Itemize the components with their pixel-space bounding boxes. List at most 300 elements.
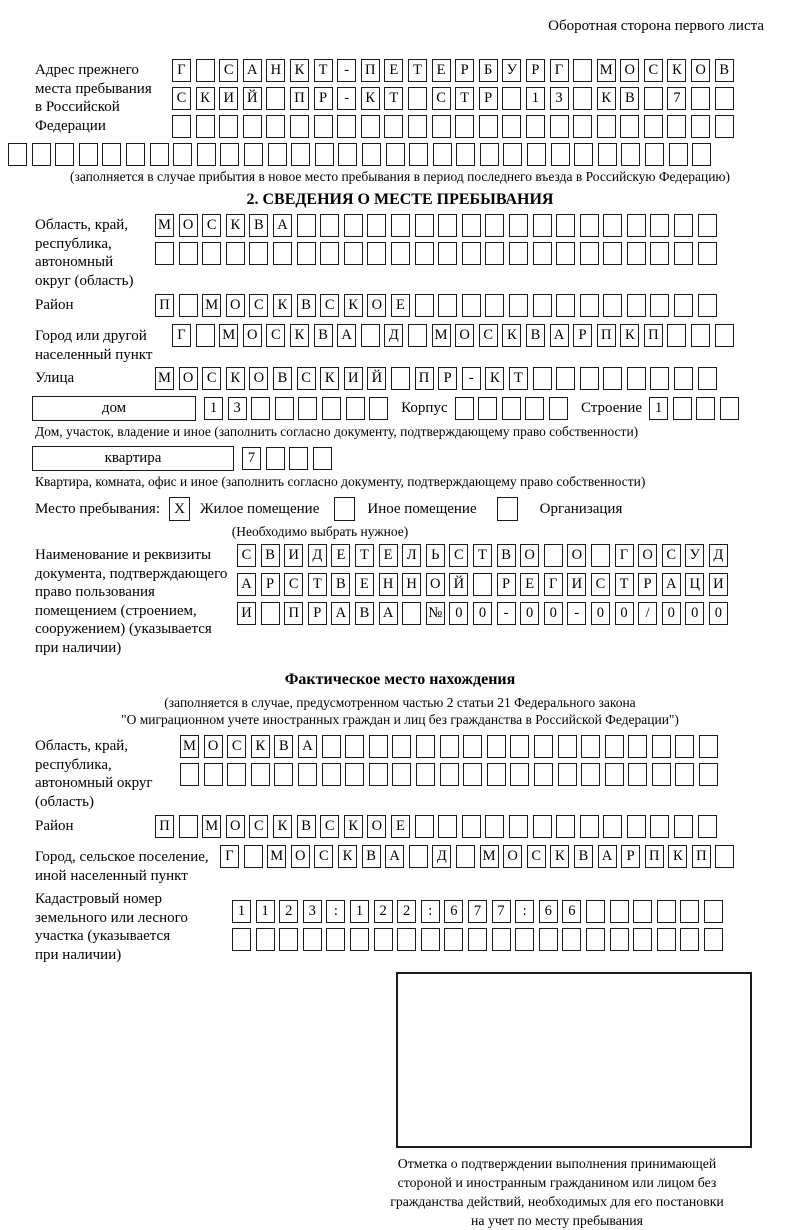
char-box [610,928,629,951]
char-box [492,928,511,951]
char-box: Н [379,573,398,596]
char-box [232,928,251,951]
char-box: С [266,324,285,347]
actual-city-label: Город, сельское поселение, иной населенный пункт [35,849,209,884]
char-box [720,397,739,420]
char-box [386,143,405,166]
stamp-caption: Отметка о подтверждении выполнения принимающей стороной и иностранным гражданином или лицом без гражданства действий, необходимых для его постановки на учет по месту пребывания [390,1156,724,1228]
char-box [315,143,334,166]
house-type-field: дом [32,396,196,421]
char-box [456,845,475,868]
document-label: Наименование и реквизиты документа, подтверждающего право пользования помещением (строением, сооружением) (указывается при наличии) [35,547,228,656]
char-box [369,763,388,786]
char-box: К [620,324,639,347]
char-box [415,294,434,317]
actual-city-row [220,845,734,868]
char-box: В [574,845,593,868]
char-box: П [290,87,309,110]
char-box [652,763,671,786]
char-box: С [297,367,316,390]
apartment-number-row [242,447,332,470]
char-box [172,115,191,138]
char-box [438,815,457,838]
char-box: Ь [426,544,445,567]
char-box [433,143,452,166]
char-box: К [668,845,687,868]
char-box: С [432,87,451,110]
document-block [35,544,800,657]
char-box [509,815,528,838]
char-box [408,115,427,138]
char-box [580,367,599,390]
char-box [580,815,599,838]
char-box: П [155,294,174,317]
char-box [525,397,544,420]
section2-title: 2. СВЕДЕНИЯ О МЕСТЕ ПРЕБЫВАНИЯ [246,191,554,208]
char-box [704,900,723,923]
char-box [374,928,393,951]
char-box [510,763,529,786]
char-box: О [291,845,310,868]
char-box [266,447,285,470]
char-box: О [455,324,474,347]
char-box: Р [261,573,280,596]
char-box: Т [355,544,374,567]
char-box: В [331,573,350,596]
char-box: С [237,544,256,567]
char-box [715,845,734,868]
cadastral-row-2 [232,928,723,951]
char-box: К [251,735,270,758]
char-box: О [367,294,386,317]
char-box [549,397,568,420]
char-box: Б [479,59,498,82]
char-box [691,324,710,347]
actual-location-title: Фактическое место нахождения [284,671,516,688]
district-block [35,294,800,317]
char-box [322,763,341,786]
char-box [179,815,198,838]
char-box: 1 [649,397,668,420]
char-box [473,573,492,596]
char-box [644,115,663,138]
char-box: Й [367,367,386,390]
char-box: А [550,324,569,347]
char-box [669,143,688,166]
char-box: 0 [615,602,634,625]
char-box [699,763,718,786]
char-box: : [421,900,440,923]
char-box: К [226,214,245,237]
char-box [556,214,575,237]
char-box: М [480,845,499,868]
cadastral-row-1 [232,900,723,923]
char-box [485,242,504,265]
char-box [715,115,734,138]
char-box: 0 [473,602,492,625]
char-box [620,115,639,138]
char-box: Н [266,59,285,82]
char-box: К [320,367,339,390]
cadastral-block [35,888,800,964]
char-box [297,214,316,237]
char-box [509,294,528,317]
char-box [603,294,622,317]
prev-address-row-2 [172,87,734,110]
char-box: С [202,367,221,390]
char-box: К [667,59,686,82]
char-box [322,397,341,420]
document-row-3 [237,602,728,625]
char-box [534,763,553,786]
char-box: 7 [242,447,261,470]
char-box: В [273,367,292,390]
char-box: М [180,735,199,758]
char-box: А [237,573,256,596]
char-box [409,845,428,868]
checkbox-organizatsiya [497,497,518,521]
char-box [644,87,663,110]
char-box [533,815,552,838]
char-box: Р [308,602,327,625]
char-box: О [249,367,268,390]
char-box [468,928,487,951]
char-box: К [344,294,363,317]
char-box [391,242,410,265]
char-box [350,928,369,951]
char-box: К [485,367,504,390]
char-box: - [462,367,481,390]
char-box: Д [308,544,327,567]
char-box [291,143,310,166]
char-box [586,928,605,951]
char-box: Й [449,573,468,596]
char-box: С [249,294,268,317]
char-box: С [644,59,663,82]
char-box [362,143,381,166]
char-box [202,242,221,265]
char-box: 6 [539,900,558,923]
char-box: О [367,815,386,838]
char-box: Г [220,845,239,868]
char-box [539,928,558,951]
char-box [556,815,575,838]
prev-address-row-1 [172,59,734,82]
char-box [345,735,364,758]
char-box: А [379,602,398,625]
char-box [502,115,521,138]
char-box: Е [384,59,403,82]
char-box [533,242,552,265]
char-box: В [526,324,545,347]
char-box [550,115,569,138]
char-box [657,928,676,951]
char-box: Е [520,573,539,596]
char-box [603,214,622,237]
char-box: И [219,87,238,110]
char-box [8,143,27,166]
char-box [227,763,246,786]
char-box [408,87,427,110]
char-box: 7 [667,87,686,110]
char-box [456,143,475,166]
char-box: Р [455,59,474,82]
char-box [416,763,435,786]
char-box: К [196,87,215,110]
char-box: А [337,324,356,347]
char-box: А [385,845,404,868]
char-box: П [597,324,616,347]
char-box [657,900,676,923]
char-box [558,735,577,758]
char-box [674,367,693,390]
char-box [415,815,434,838]
char-box: 3 [228,397,247,420]
char-box [674,214,693,237]
char-box [361,324,380,347]
char-box: 2 [279,900,298,923]
char-box [392,763,411,786]
char-box [369,735,388,758]
char-box [650,367,669,390]
char-box [603,815,622,838]
char-box [346,397,365,420]
char-box [485,815,504,838]
char-box [580,214,599,237]
char-box [455,115,474,138]
korpus-row [455,397,568,420]
char-box [409,143,428,166]
char-box [438,214,457,237]
char-box [361,115,380,138]
char-box: О [503,845,522,868]
char-box: - [337,87,356,110]
district-label: Район [35,297,74,313]
char-box: С [172,87,191,110]
char-box [633,928,652,951]
char-box: С [320,815,339,838]
char-box [338,143,357,166]
char-box [462,294,481,317]
char-box: 3 [303,900,322,923]
char-box: Р [638,573,657,596]
char-box: М [202,294,221,317]
char-box: П [645,845,664,868]
char-box [444,928,463,951]
char-box [556,367,575,390]
char-box: С [284,573,303,596]
document-row-2 [237,573,728,596]
char-box [391,367,410,390]
char-box: К [338,845,357,868]
char-box [463,735,482,758]
char-box [367,242,386,265]
char-box [692,143,711,166]
char-box: А [243,59,262,82]
actual-region-row-1 [180,735,718,758]
char-box: П [692,845,711,868]
char-box [268,143,287,166]
char-box: О [179,367,198,390]
char-box [179,242,198,265]
char-box: К [502,324,521,347]
char-box: О [520,544,539,567]
char-box: С [249,815,268,838]
char-box [102,143,121,166]
char-box [533,367,552,390]
char-box: С [202,214,221,237]
street-row [155,367,717,390]
char-box: С [320,294,339,317]
region-label: Область, край, республика, автономный округ (область) [35,217,134,289]
char-box: 1 [204,397,223,420]
char-box: 7 [492,900,511,923]
cadastral-label: Кадастровый номер земельного или лесного участка (указывается при наличии) [35,891,188,963]
char-box: Т [615,573,634,596]
char-box [628,735,647,758]
char-box [633,900,652,923]
char-box: Г [615,544,634,567]
char-box [502,87,521,110]
char-box [479,115,498,138]
char-box [266,115,285,138]
page-side-note: Оборотная сторона первого листа [548,18,764,34]
prev-address-label: Адрес прежнего места пребывания в Российской Федерации [35,62,152,134]
char-box: В [314,324,333,347]
char-box [79,143,98,166]
char-box [196,324,215,347]
char-box [256,928,275,951]
char-box: 0 [520,602,539,625]
apartment-type-field: квартира [32,446,234,471]
char-box [261,602,280,625]
actual-region-label: Область, край, республика, автономный округ (область) [35,738,153,810]
char-box [440,763,459,786]
char-box [180,763,199,786]
char-box: А [331,602,350,625]
char-box [698,294,717,317]
apartment-block [32,446,800,471]
char-box [313,447,332,470]
char-box [326,928,345,951]
char-box [680,900,699,923]
char-box [480,143,499,166]
char-box [196,59,215,82]
char-box [463,763,482,786]
option-organizatsiya-label: Организация [539,500,623,517]
city-row [172,324,734,347]
char-box: 6 [562,900,581,923]
char-box: Р [497,573,516,596]
char-box [226,242,245,265]
char-box: С [591,573,610,596]
char-box: С [479,324,498,347]
prev-address-note: (заполняется в случае прибытия в новое место пребывания в период последнего въезда в Российскую Федерацию) [69,169,731,184]
prev-address-row-4 [8,143,800,166]
char-box [527,143,546,166]
char-box [220,143,239,166]
prev-address-block [35,59,800,138]
char-box [415,214,434,237]
char-box: К [273,815,292,838]
char-box: 0 [544,602,563,625]
char-box: А [273,214,292,237]
char-box: 2 [374,900,393,923]
char-box: В [249,214,268,237]
char-box: Е [331,544,350,567]
char-box [402,602,421,625]
char-box [533,294,552,317]
char-box [289,447,308,470]
char-box: Т [509,367,528,390]
house-block [32,396,800,421]
char-box [574,143,593,166]
char-box [415,242,434,265]
char-box [478,397,497,420]
char-box: Т [314,59,333,82]
char-box: 6 [444,900,463,923]
char-box [126,143,145,166]
char-box [438,294,457,317]
char-box [534,735,553,758]
char-box: / [638,602,657,625]
char-box: М [219,324,238,347]
char-box [251,397,270,420]
char-box [680,928,699,951]
char-box: Г [172,59,191,82]
char-box [298,397,317,420]
char-box: В [362,845,381,868]
char-box [650,242,669,265]
char-box: А [662,573,681,596]
actual-district-label: Район [35,818,74,834]
street-block [35,367,800,390]
char-box [509,214,528,237]
char-box: К [273,294,292,317]
char-box [652,735,671,758]
char-box: Л [402,544,421,567]
char-box: К [344,815,363,838]
char-box [627,242,646,265]
char-box [244,143,263,166]
char-box: Т [455,87,474,110]
char-box [337,115,356,138]
place-type-label: Место пребывания: [35,500,160,517]
option-inoe-label: Иное помещение [367,500,477,517]
char-box: П [155,815,174,838]
char-box [509,242,528,265]
char-box [667,324,686,347]
char-box: К [597,87,616,110]
char-box [392,735,411,758]
char-box [698,815,717,838]
char-box [628,763,647,786]
char-box: И [284,544,303,567]
char-box: О [620,59,639,82]
char-box [605,763,624,786]
char-box [251,763,270,786]
char-box: Р [621,845,640,868]
char-box [408,324,427,347]
char-box: Г [544,573,563,596]
char-box [179,294,198,317]
char-box [674,242,693,265]
char-box: К [290,324,309,347]
char-box [556,294,575,317]
char-box [699,735,718,758]
char-box [650,294,669,317]
char-box [290,115,309,138]
